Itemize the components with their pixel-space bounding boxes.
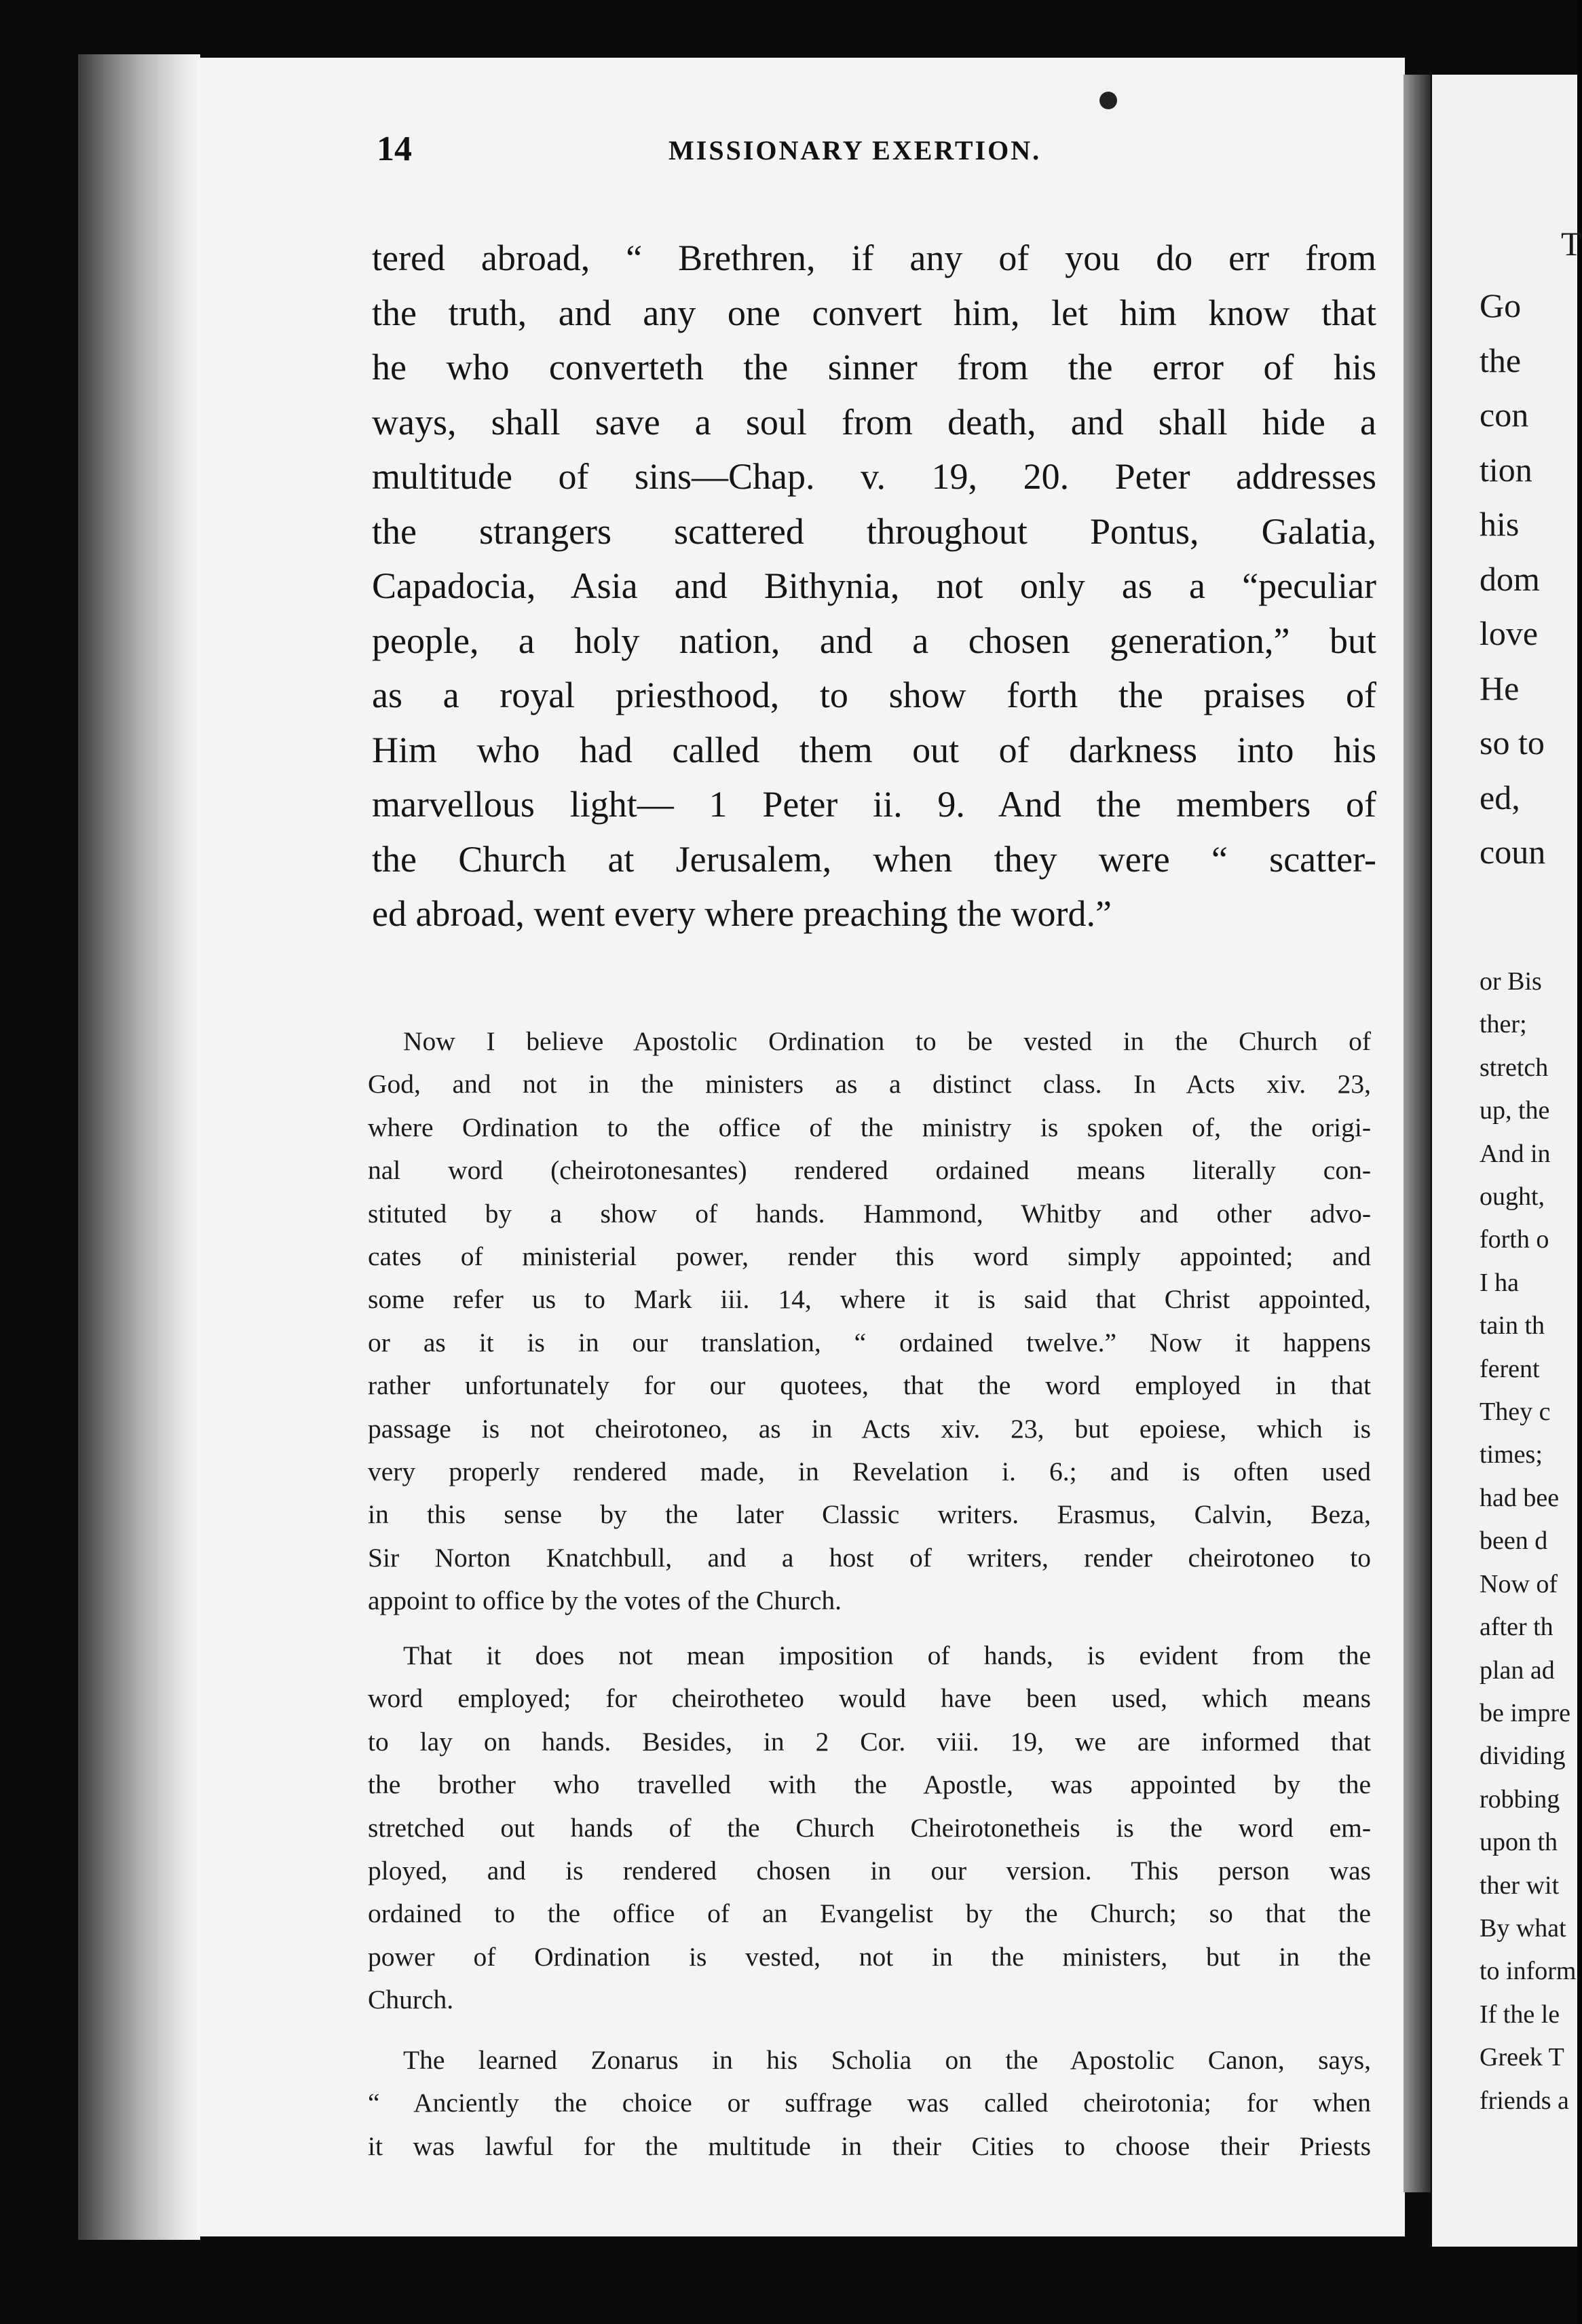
text-line: Sir Norton Knatchbull, and a host of writers, render cheirotoneo to	[368, 1542, 1371, 1573]
ink-spot	[1099, 92, 1117, 109]
text-line: the Church at Jerusalem, when they were “ scatter-	[372, 838, 1376, 880]
text-line: friends a	[1480, 2086, 1569, 2115]
text-line: They c	[1480, 1398, 1551, 1427]
text-line: the truth, and any one convert him, let him know that	[372, 292, 1376, 333]
page-header	[377, 129, 1374, 170]
text-line: passage is not cheirotoneo, as in Acts xiv. 23, but epoiese, which is	[368, 1413, 1371, 1444]
text-line: Now I believe Apostolic Ordination to be vested in the Church of	[403, 1026, 1371, 1056]
text-line: been d	[1480, 1526, 1548, 1556]
text-line: love	[1480, 614, 1539, 652]
book-spine-shadow	[78, 54, 200, 2240]
text-line: the	[1480, 341, 1522, 379]
text-line: ed abroad, went every where preaching the word.”	[372, 893, 1112, 934]
text-line: upon th	[1480, 1828, 1558, 1857]
text-line: I ha	[1480, 1268, 1520, 1297]
running-title: MISSIONARY EXERTION.	[668, 135, 1042, 166]
text-line: ought,	[1480, 1182, 1545, 1212]
text-line: power of Ordination is vested, not in the ministers, but in the	[368, 1941, 1371, 1972]
right-page-initial: T	[1561, 225, 1582, 263]
text-line: ed,	[1480, 778, 1520, 817]
text-line: where Ordination to the office of the ministry is spoken of, the origi-	[368, 1112, 1371, 1142]
paragraph-imposition	[368, 1634, 1371, 2022]
text-line: tain th	[1480, 1311, 1545, 1341]
text-line: to lay on hands. Besides, in 2 Cor. viii. 19, we are informed that	[368, 1726, 1371, 1757]
paragraph-zonarus	[368, 2039, 1371, 2168]
text-line: in this sense by the later Classic writers. Erasmus, Calvin, Beza,	[368, 1499, 1371, 1530]
right-page-small-text	[1480, 960, 1576, 2122]
text-line: very properly rendered made, in Revelation i. 6.; and is often used	[368, 1457, 1371, 1487]
text-line: as a royal priesthood, to show forth the praises of	[372, 675, 1376, 715]
text-line: times;	[1480, 1440, 1543, 1469]
text-line: rather unfortunately for our quotees, that the word employed in that	[368, 1370, 1371, 1401]
text-line: multitude of sins—Chap. v. 19, 20. Peter addresses	[372, 456, 1376, 497]
text-line: Greek T	[1480, 2043, 1564, 2072]
text-line: to inform	[1480, 1957, 1577, 1986]
text-line: con	[1480, 396, 1529, 434]
text-line: ther;	[1480, 1010, 1527, 1039]
text-line: That it does not mean imposition of hands, is evident from the	[403, 1641, 1371, 1670]
text-line: cates of ministerial power, render this word simply appointed; and	[368, 1241, 1371, 1272]
text-line: Church.	[368, 1985, 454, 2015]
page-edge-shadow	[1404, 75, 1431, 2192]
text-line: up, the	[1480, 1096, 1550, 1125]
text-line: If the le	[1480, 2000, 1560, 2029]
text-line: By what	[1480, 1913, 1566, 1943]
text-line: And in	[1480, 1139, 1551, 1168]
text-line: ways, shall save a soul from death, and shall hide a	[372, 401, 1376, 443]
text-line: Now of	[1480, 1569, 1558, 1598]
text-line: ordained to the office of an Evangelist by the Church; so that the	[368, 1898, 1371, 1929]
text-line: Him who had called them out of darkness into his	[372, 729, 1376, 770]
right-page-large-text	[1480, 278, 1545, 880]
text-line: “ Anciently the choice or suffrage was called cheirotonia; for when	[368, 2088, 1371, 2118]
text-line: appoint to office by the votes of the Church.	[368, 1586, 842, 1616]
text-line: stretched out hands of the Church Cheirotonetheis is the word em-	[368, 1812, 1371, 1843]
text-line: marvellous light— 1 Peter ii. 9. And the members of	[372, 784, 1376, 825]
text-line: he who converteth the sinner from the error of his	[372, 347, 1376, 388]
text-line: so to	[1480, 724, 1545, 762]
text-line: dividing	[1480, 1742, 1566, 1771]
text-line: Capadocia, Asia and Bithynia, not only as a “peculiar	[372, 565, 1376, 606]
text-line: plan ad	[1480, 1655, 1555, 1685]
text-line: He	[1480, 669, 1520, 707]
text-line: ther wit	[1480, 1871, 1560, 1900]
text-line: tion	[1480, 450, 1532, 489]
text-line: stretch	[1480, 1053, 1549, 1082]
text-line: some refer us to Mark iii. 14, where it is said that Christ appointed,	[368, 1284, 1371, 1315]
text-line: had bee	[1480, 1483, 1560, 1512]
text-line: The learned Zonarus in his Scholia on the Apostolic Canon, says,	[403, 2045, 1371, 2075]
text-line: nal word (cheirotonesantes) rendered ordained means literally con-	[368, 1155, 1371, 1186]
text-line: word employed; for cheirotheteo would have been used, which means	[368, 1683, 1371, 1714]
page-number: 14	[377, 130, 412, 168]
text-line: or as it is in our translation, “ ordained twelve.” Now it happens	[368, 1327, 1371, 1357]
text-line: after th	[1480, 1613, 1553, 1642]
text-line: ferent	[1480, 1354, 1540, 1383]
text-line: dom	[1480, 559, 1540, 598]
text-line: tered abroad, “ Brethren, if any of you do err from	[372, 238, 1376, 278]
text-line: it was lawful for the multitude in their Cities to choose their Priests	[368, 2131, 1371, 2161]
paragraph-ordination	[368, 1020, 1371, 1623]
text-line: coun	[1480, 833, 1546, 871]
text-line: his	[1480, 505, 1520, 543]
text-line: be impre	[1480, 1698, 1571, 1727]
text-line: the strangers scattered throughout Pontus, Galatia,	[372, 510, 1376, 552]
text-line: the brother who travelled with the Apostle, was appointed by the	[368, 1769, 1371, 1800]
text-line: stituted by a show of hands. Hammond, Whitby and other advo-	[368, 1198, 1371, 1229]
text-line: or Bis	[1480, 967, 1542, 996]
text-line: people, a holy nation, and a chosen generation,” but	[372, 620, 1376, 661]
text-line: ployed, and is rendered chosen in our version. This person was	[368, 1856, 1371, 1886]
text-line: forth o	[1480, 1225, 1549, 1254]
text-line: God, and not in the ministers as a distinct class. In Acts xiv. 23,	[368, 1069, 1371, 1100]
body-text-large	[372, 231, 1376, 941]
text-line: robbing	[1480, 1784, 1560, 1814]
text-line: Go	[1480, 286, 1522, 324]
